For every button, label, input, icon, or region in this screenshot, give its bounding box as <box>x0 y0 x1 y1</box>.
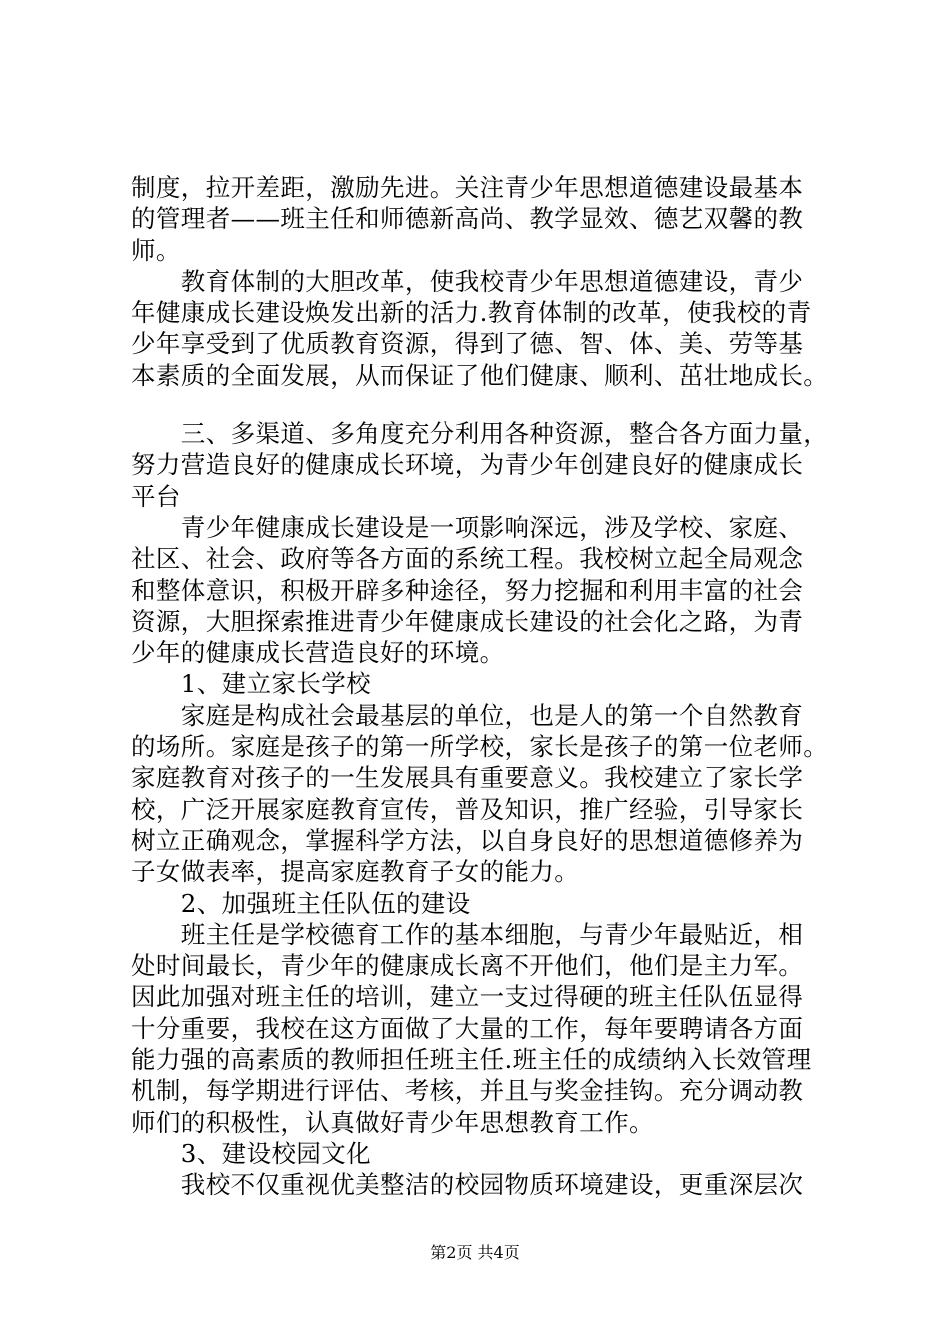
subheading-line: 3、建设校园文化 <box>131 1138 372 1168</box>
text-line: 本素质的全面发展，从而保证了他们健康、顺利、茁壮地成长。 <box>131 360 829 390</box>
text-line: 校，广泛开展家庭教育宣传，普及知识，推广经验，引导家长 <box>131 794 804 824</box>
text-line: 的场所。家庭是孩子的第一所学校，家长是孩子的第一位老师。 <box>131 732 829 762</box>
text-line: 树立正确观念，掌握科学方法，以自身良好的思想道德修养为 <box>131 825 804 855</box>
text-line: 教育体制的大胆改革，使我校青少年思想道德建设，青少 <box>131 266 804 296</box>
text-line: 能力强的高素质的教师担任班主任.班主任的成绩纳入长效管理 <box>131 1045 812 1075</box>
blank-line <box>131 391 831 418</box>
section-heading-line: 平台 <box>131 481 181 511</box>
page-footer <box>0 1243 950 1263</box>
text-line: 处时间最长，青少年的健康成长离不开他们，他们是主力军。 <box>131 951 804 981</box>
document-body <box>131 172 831 1201</box>
subheading-line: 1、建立家长学校 <box>131 669 372 699</box>
text-line: 子女做表率，提高家庭教育子女的能力。 <box>131 857 580 887</box>
text-line: 和整体意识，积极开辟多种途径，努力挖掘和利用丰富的社会 <box>131 575 804 605</box>
text-line: 少年享受到了优质教育资源，得到了德、智、体、美、劳等基 <box>131 329 804 359</box>
text-line: 年健康成长建设焕发出新的活力.教育体制的改革，使我校的青 <box>131 298 812 328</box>
text-line: 青少年健康成长建设是一项影响深远，涉及学校、家庭、 <box>131 512 804 542</box>
text-line: 十分重要，我校在这方面做了大量的工作，每年要聘请各方面 <box>131 1013 804 1043</box>
text-line: 我校不仅重视优美整洁的校园物质环境建设，更重深层次 <box>131 1170 804 1200</box>
text-line: 少年的健康成长营造良好的环境。 <box>131 638 505 668</box>
text-line: 家庭教育对孩子的一生发展具有重要意义。我校建立了家长学 <box>131 763 804 793</box>
text-line: 因此加强对班主任的培训，建立一支过得硬的班主任队伍显得 <box>131 982 804 1012</box>
section-heading-line: 努力营造良好的健康成长环境，为青少年创建良好的健康成长 <box>131 450 804 480</box>
text-line: 的管理者——班主任和师德新高尚、教学显效、德艺双馨的教 <box>131 204 804 234</box>
text-line: 制度，拉开差距，激励先进。关注青少年思想道德建设最基本 <box>131 173 804 202</box>
subheading-line: 2、加强班主任队伍的建设 <box>131 888 471 918</box>
text-line: 班主任是学校德育工作的基本细胞，与青少年最贴近，相 <box>131 919 804 949</box>
text-line: 师们的积极性，认真做好青少年思想教育工作。 <box>131 1107 654 1137</box>
text-line: 师。 <box>131 235 181 265</box>
text-line: 社区、社会、政府等各方面的系统工程。我校树立起全局观念 <box>131 544 804 574</box>
text-line: 家庭是构成社会最基层的单位，也是人的第一个自然教育 <box>131 700 804 730</box>
section-heading-line: 三、多渠道、多角度充分利用各种资源，整合各方面力量， <box>131 419 829 449</box>
page-number-label: 第2页 共4页 <box>430 1243 520 1262</box>
text-line: 机制，每学期进行评估、考核，并且与奖金挂钩。充分调动教 <box>131 1076 804 1106</box>
text-line: 资源，大胆探索推进青少年健康成长建设的社会化之路，为青 <box>131 606 804 636</box>
